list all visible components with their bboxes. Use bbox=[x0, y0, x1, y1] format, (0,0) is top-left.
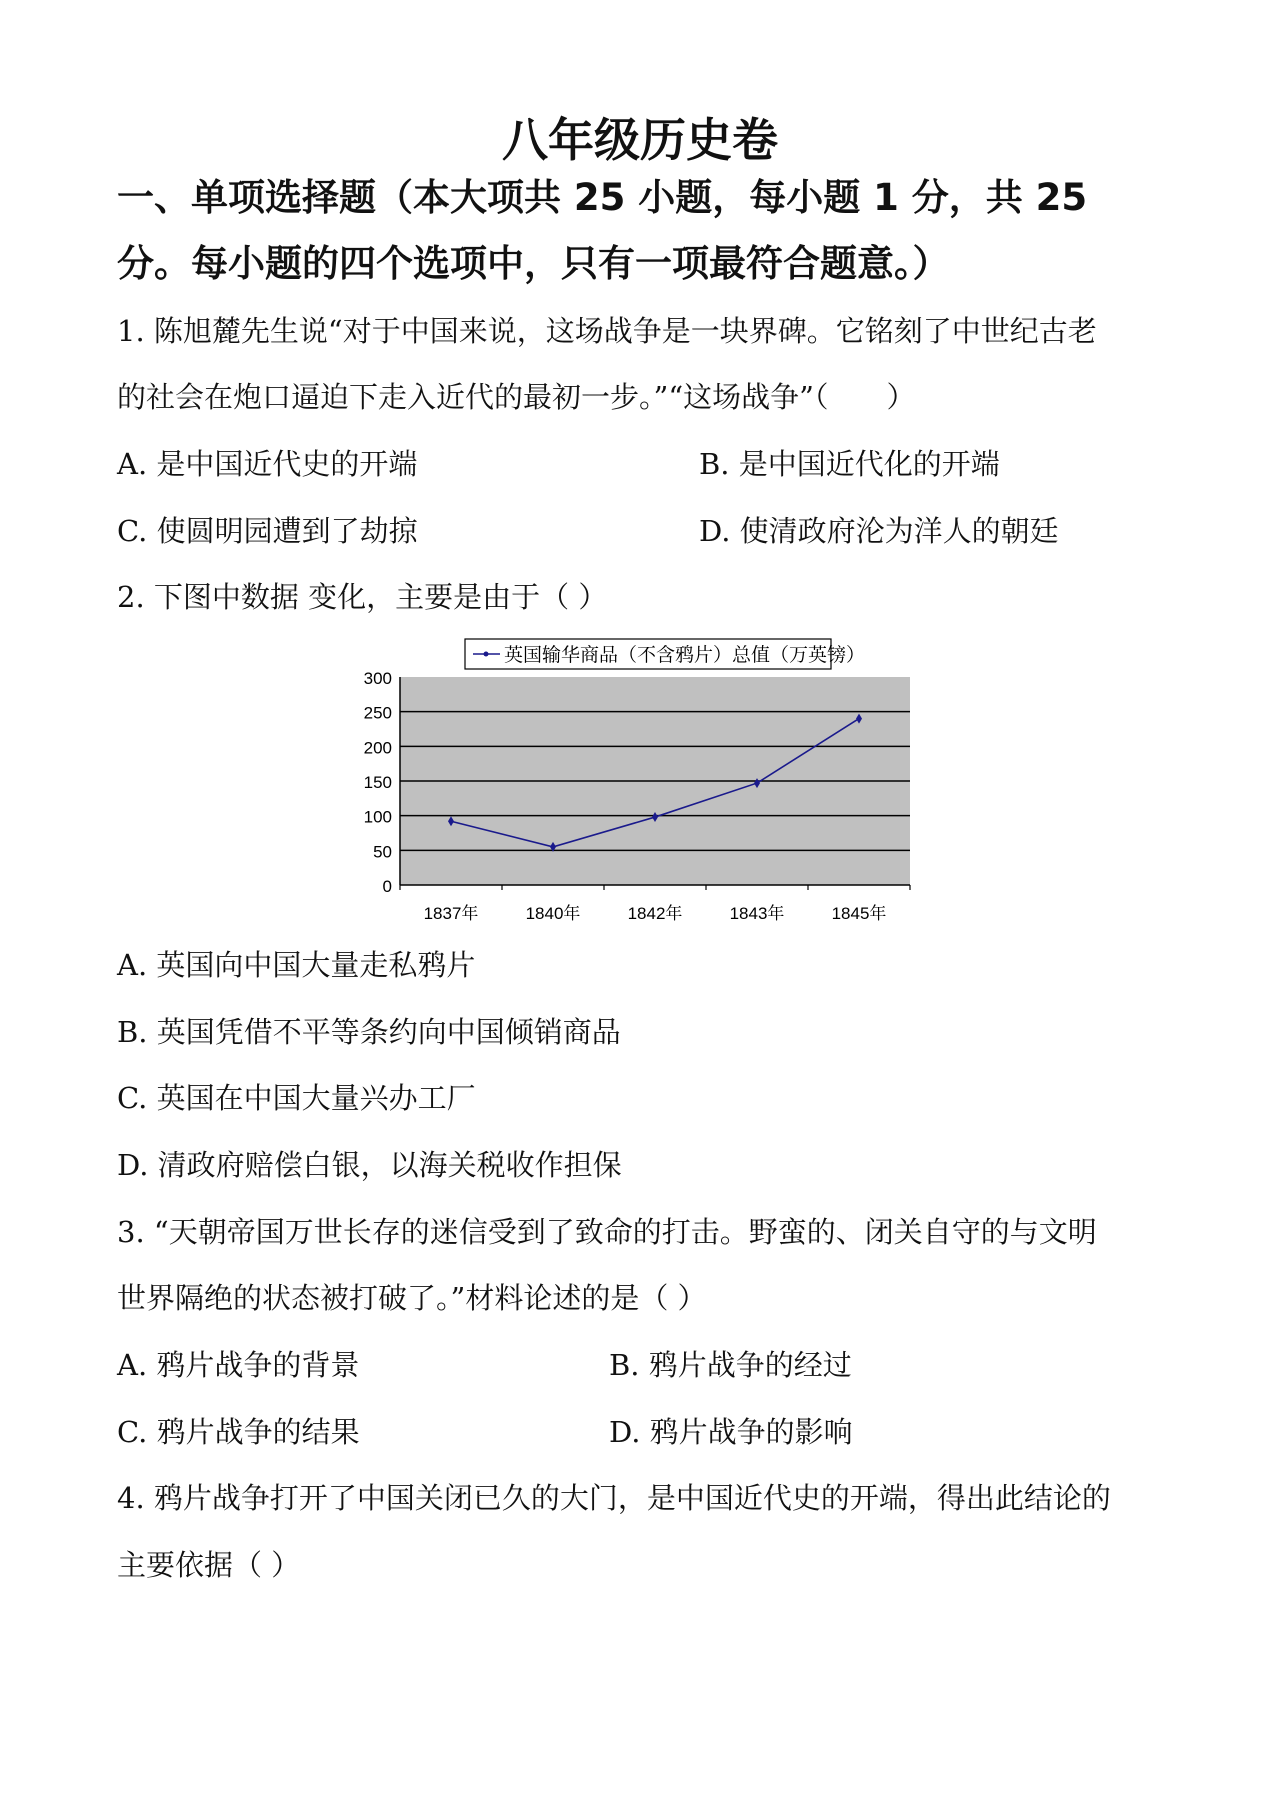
q3-option-c: C. 鸦片战争的结果 bbox=[117, 1415, 360, 1449]
y-tick-label: 200 bbox=[363, 738, 392, 758]
q3-stem-line1: 3. “天朝帝国万世长存的迷信受到了致命的打击。野蛮的、闭关自守的与文明 bbox=[117, 1215, 1097, 1249]
q2-option-d: D. 清政府赔偿白银，以海关税收作担保 bbox=[117, 1148, 622, 1182]
q1-stem-line1: 1. 陈旭麓先生说“对于中国来说，这场战争是一块界碑。它铭刻了中世纪古老 bbox=[117, 314, 1097, 348]
q2-stem: 2. 下图中数据 变化，主要是由于（ ） bbox=[117, 580, 608, 614]
q3-option-b: B. 鸦片战争的经过 bbox=[609, 1348, 852, 1382]
q3-stem-line2: 世界隔绝的状态被打破了。”材料论述的是（ ） bbox=[117, 1281, 707, 1315]
x-tick-label: 1845年 bbox=[831, 904, 887, 923]
x-tick-label: 1837年 bbox=[423, 904, 479, 923]
page-title: 八年级历史卷 bbox=[502, 113, 778, 167]
q2-option-b: B. 英国凭借不平等条约向中国倾销商品 bbox=[117, 1015, 621, 1049]
q1-option-a: A. 是中国近代史的开端 bbox=[117, 447, 418, 481]
legend-label: 英国输华商品（不含鸦片）总值（万英镑） bbox=[504, 645, 866, 666]
y-tick-label: 150 bbox=[363, 773, 392, 792]
q1-option-d: D. 使清政府沦为洋人的朝廷 bbox=[699, 514, 1059, 548]
q2-option-a: A. 英国向中国大量走私鸦片 bbox=[117, 948, 476, 982]
q2-option-c: C. 英国在中国大量兴办工厂 bbox=[117, 1081, 476, 1115]
section-heading-line2: 分。每小题的四个选项中，只有一项最符合题意。） bbox=[117, 242, 950, 285]
q4-stem-line1: 4. 鸦片战争打开了中国关闭已久的大门，是中国近代史的开端，得出此结论的 bbox=[117, 1481, 1111, 1515]
q4-stem-line2: 主要依据（ ） bbox=[117, 1548, 301, 1582]
y-tick-label: 300 bbox=[363, 669, 392, 688]
y-tick-label: 50 bbox=[373, 842, 392, 862]
legend-marker-dot bbox=[484, 652, 489, 657]
q1-stem-line2: 的社会在炮口逼迫下走入近代的最初一步。”“这场战争”（ ） bbox=[117, 380, 916, 414]
q3-option-d: D. 鸦片战争的影响 bbox=[609, 1415, 853, 1449]
section-heading-line1: 一、单项选择题（本大项共 25 小题，每小题 1 分，共 25 bbox=[117, 176, 1088, 219]
y-tick-label: 250 bbox=[363, 703, 392, 723]
q3-option-a: A. 鸦片战争的背景 bbox=[117, 1348, 360, 1382]
x-tick-label: 1840年 bbox=[525, 904, 581, 923]
x-tick-label: 1843年 bbox=[729, 904, 785, 923]
q1-option-c: C. 使圆明园遭到了劫掠 bbox=[117, 514, 418, 548]
q1-option-b: B. 是中国近代化的开端 bbox=[699, 447, 1000, 481]
x-tick-label: 1842年 bbox=[627, 904, 683, 923]
y-tick-label: 100 bbox=[363, 807, 392, 827]
line-chart bbox=[340, 625, 940, 940]
y-tick-label: 0 bbox=[382, 877, 392, 896]
